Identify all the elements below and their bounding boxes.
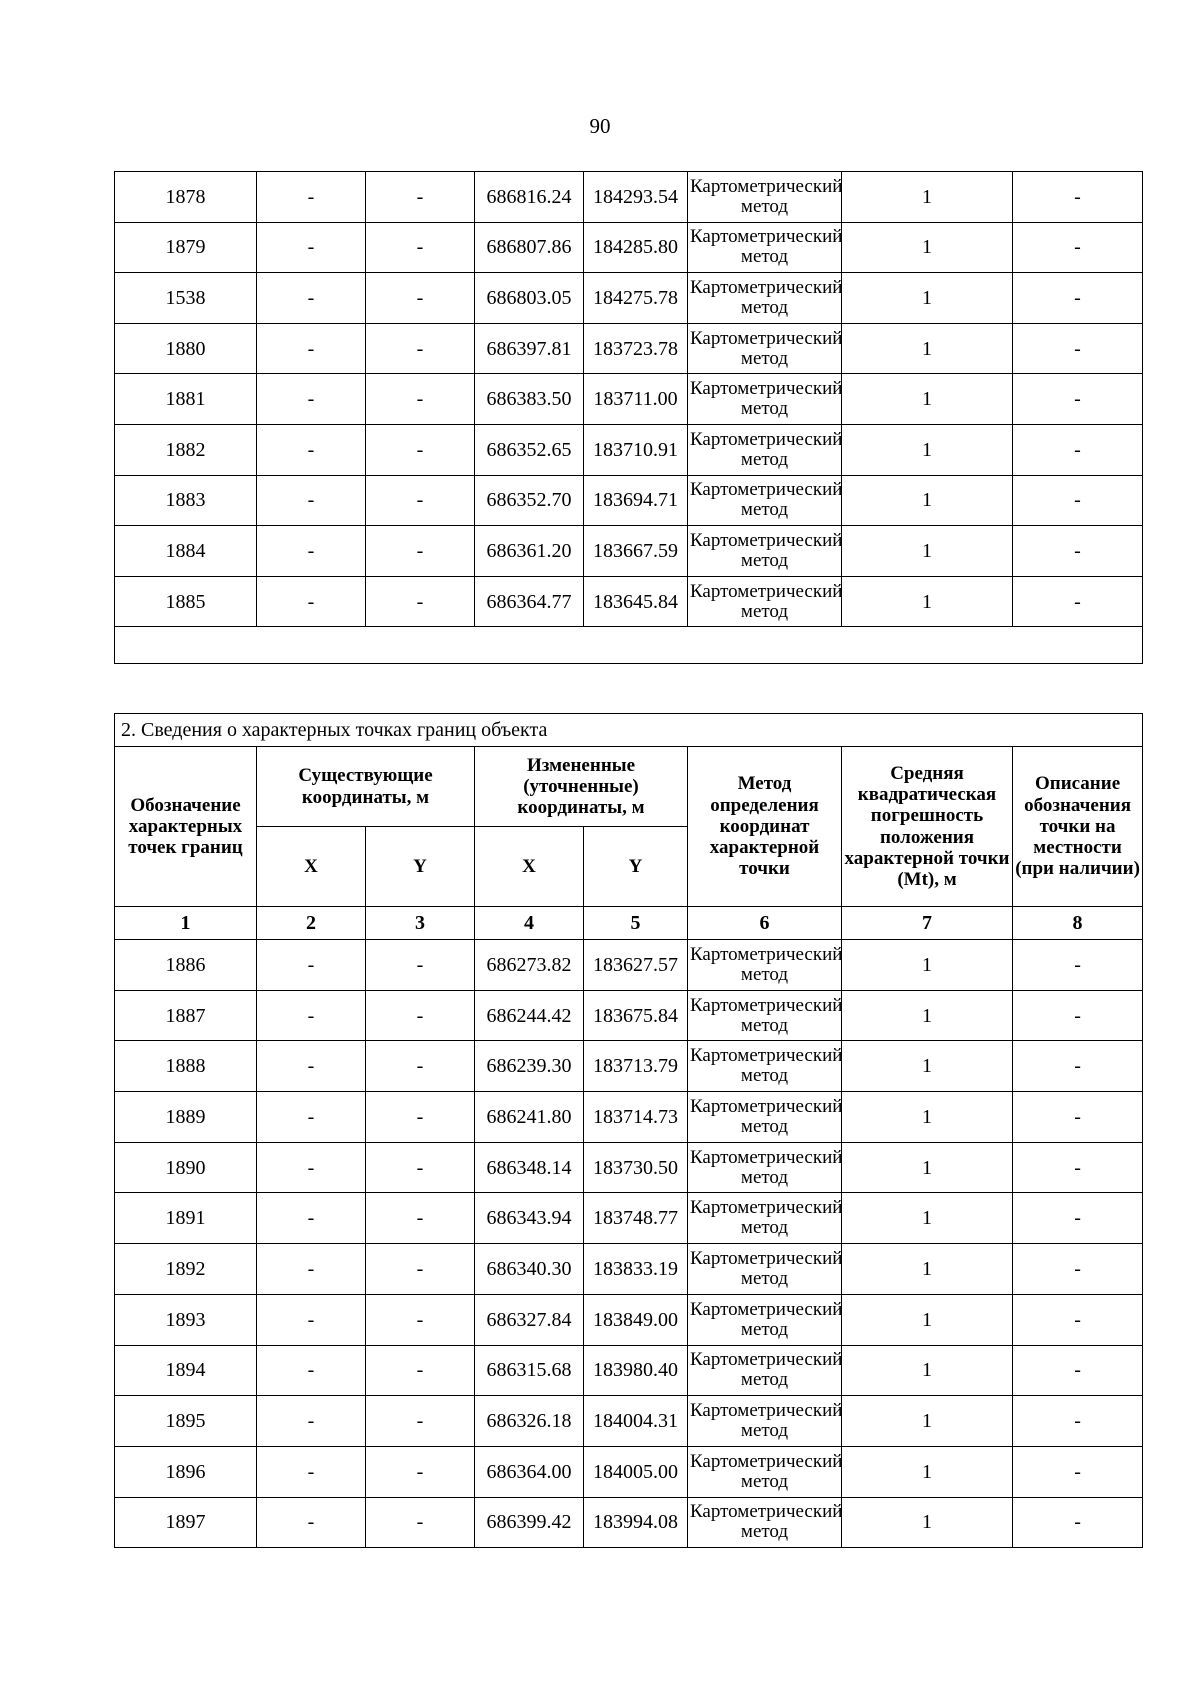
existing-y-cell: - (366, 172, 475, 223)
method-cell: Картометрический метод (688, 172, 842, 223)
existing-x-cell: - (257, 940, 366, 991)
table2-caption-row (115, 714, 1143, 747)
changed-y-cell: 184285.80 (584, 222, 688, 273)
table-row (115, 1396, 1143, 1447)
mean-error-cell: 1 (842, 1497, 1013, 1548)
table-row (115, 1446, 1143, 1497)
column-number: 3 (366, 907, 475, 940)
header-point-description: Описание обозначения точки на местности (при наличии) (1013, 747, 1143, 907)
table-row (115, 576, 1143, 627)
description-cell: - (1013, 526, 1143, 577)
coordinates-table-continued (114, 171, 1143, 664)
page-number: 90 (589, 114, 611, 138)
header-mean-error: Средняя квадратическая погрешность положения характерной точки (Mt), м (842, 747, 1013, 907)
changed-y-cell: 184275.78 (584, 273, 688, 324)
mean-error-cell: 1 (842, 1396, 1013, 1447)
point-cell: 1890 (115, 1142, 257, 1193)
mean-error-cell: 1 (842, 1142, 1013, 1193)
description-cell: - (1013, 940, 1143, 991)
description-cell: - (1013, 475, 1143, 526)
changed-y-cell: 183980.40 (584, 1345, 688, 1396)
method-cell: Картометрический метод (688, 940, 842, 991)
column-number: 6 (688, 907, 842, 940)
changed-x-cell: 686383.50 (475, 374, 584, 425)
changed-x-cell: 686361.20 (475, 526, 584, 577)
point-cell: 1888 (115, 1041, 257, 1092)
method-cell: Картометрический метод (688, 1345, 842, 1396)
existing-x-cell: - (257, 990, 366, 1041)
changed-x-cell: 686327.84 (475, 1294, 584, 1345)
description-cell: - (1013, 273, 1143, 324)
description-cell: - (1013, 1142, 1143, 1193)
existing-y-cell: - (366, 222, 475, 273)
point-cell: 1882 (115, 424, 257, 475)
changed-y-cell: 183849.00 (584, 1294, 688, 1345)
changed-x-cell: 686244.42 (475, 990, 584, 1041)
mean-error-cell: 1 (842, 323, 1013, 374)
existing-x-cell: - (257, 172, 366, 223)
existing-y-cell: - (366, 1041, 475, 1092)
method-cell: Картометрический метод (688, 1041, 842, 1092)
existing-y-cell: - (366, 576, 475, 627)
mean-error-cell: 1 (842, 374, 1013, 425)
changed-x-cell: 686348.14 (475, 1142, 584, 1193)
changed-y-cell: 183723.78 (584, 323, 688, 374)
method-cell: Картометрический метод (688, 1244, 842, 1295)
description-cell: - (1013, 172, 1143, 223)
changed-x-cell: 686803.05 (475, 273, 584, 324)
changed-x-cell: 686399.42 (475, 1497, 584, 1548)
point-cell: 1886 (115, 940, 257, 991)
changed-y-cell: 183645.84 (584, 576, 688, 627)
table-row (115, 990, 1143, 1041)
changed-x-cell: 686340.30 (475, 1244, 584, 1295)
changed-x-cell: 686397.81 (475, 323, 584, 374)
point-cell: 1883 (115, 475, 257, 526)
point-cell: 1887 (115, 990, 257, 1041)
point-cell: 1880 (115, 323, 257, 374)
point-cell: 1894 (115, 1345, 257, 1396)
changed-y-cell: 184005.00 (584, 1446, 688, 1497)
table-row (115, 273, 1143, 324)
existing-x-cell: - (257, 222, 366, 273)
description-cell: - (1013, 424, 1143, 475)
mean-error-cell: 1 (842, 222, 1013, 273)
column-number: 5 (584, 907, 688, 940)
empty-cell (115, 627, 1143, 664)
description-cell: - (1013, 990, 1143, 1041)
changed-y-cell: 183675.84 (584, 990, 688, 1041)
changed-x-cell: 686239.30 (475, 1041, 584, 1092)
existing-y-cell: - (366, 1193, 475, 1244)
mean-error-cell: 1 (842, 990, 1013, 1041)
changed-x-cell: 686364.77 (475, 576, 584, 627)
table-row (115, 1244, 1143, 1295)
method-cell: Картометрический метод (688, 1497, 842, 1548)
method-cell: Картометрический метод (688, 990, 842, 1041)
existing-y-cell: - (366, 1294, 475, 1345)
method-cell: Картометрический метод (688, 526, 842, 577)
point-cell: 1896 (115, 1446, 257, 1497)
header-changed-x: X (475, 827, 584, 907)
point-cell: 1895 (115, 1396, 257, 1447)
changed-x-cell: 686273.82 (475, 940, 584, 991)
description-cell: - (1013, 1193, 1143, 1244)
description-cell: - (1013, 1092, 1143, 1143)
table-row (115, 940, 1143, 991)
mean-error-cell: 1 (842, 1294, 1013, 1345)
table-row (115, 374, 1143, 425)
description-cell: - (1013, 1345, 1143, 1396)
point-cell: 1892 (115, 1244, 257, 1295)
changed-x-cell: 686241.80 (475, 1092, 584, 1143)
mean-error-cell: 1 (842, 1345, 1013, 1396)
mean-error-cell: 1 (842, 172, 1013, 223)
table-row (115, 1497, 1143, 1548)
existing-x-cell: - (257, 323, 366, 374)
changed-y-cell: 183627.57 (584, 940, 688, 991)
existing-x-cell: - (257, 1244, 366, 1295)
point-cell: 1884 (115, 526, 257, 577)
existing-y-cell: - (366, 1446, 475, 1497)
mean-error-cell: 1 (842, 424, 1013, 475)
changed-y-cell: 183711.00 (584, 374, 688, 425)
description-cell: - (1013, 1497, 1143, 1548)
existing-x-cell: - (257, 374, 366, 425)
existing-x-cell: - (257, 1142, 366, 1193)
description-cell: - (1013, 576, 1143, 627)
point-cell: 1878 (115, 172, 257, 223)
mean-error-cell: 1 (842, 1193, 1013, 1244)
changed-y-cell: 183710.91 (584, 424, 688, 475)
existing-y-cell: - (366, 374, 475, 425)
table-row (115, 1345, 1143, 1396)
header-changed-coordinates: Измененные (уточненные) координаты, м (475, 747, 688, 827)
table-row (115, 424, 1143, 475)
method-cell: Картометрический метод (688, 1446, 842, 1497)
table-row (115, 526, 1143, 577)
description-cell: - (1013, 1446, 1143, 1497)
existing-x-cell: - (257, 273, 366, 324)
table-row (115, 475, 1143, 526)
method-cell: Картометрический метод (688, 323, 842, 374)
existing-y-cell: - (366, 1092, 475, 1143)
table-row (115, 1294, 1143, 1345)
existing-y-cell: - (366, 990, 475, 1041)
existing-x-cell: - (257, 424, 366, 475)
method-cell: Картометрический метод (688, 1396, 842, 1447)
existing-x-cell: - (257, 1041, 366, 1092)
description-cell: - (1013, 222, 1143, 273)
changed-y-cell: 183994.08 (584, 1497, 688, 1548)
description-cell: - (1013, 323, 1143, 374)
changed-x-cell: 686807.86 (475, 222, 584, 273)
table1-empty-row (115, 627, 1143, 664)
boundary-points-table (114, 713, 1143, 1548)
changed-y-cell: 183714.73 (584, 1092, 688, 1143)
table-row (115, 323, 1143, 374)
changed-y-cell: 183667.59 (584, 526, 688, 577)
point-cell: 1891 (115, 1193, 257, 1244)
changed-y-cell: 183713.79 (584, 1041, 688, 1092)
table-row (115, 1092, 1143, 1143)
existing-x-cell: - (257, 576, 366, 627)
method-cell: Картометрический метод (688, 1092, 842, 1143)
method-cell: Картометрический метод (688, 1294, 842, 1345)
changed-x-cell: 686364.00 (475, 1446, 584, 1497)
table-row (115, 222, 1143, 273)
header-existing-coordinates: Существующие координаты, м (257, 747, 475, 827)
description-cell: - (1013, 1294, 1143, 1345)
existing-y-cell: - (366, 1142, 475, 1193)
changed-y-cell: 184293.54 (584, 172, 688, 223)
point-cell: 1879 (115, 222, 257, 273)
column-number: 2 (257, 907, 366, 940)
table-row (115, 1041, 1143, 1092)
method-cell: Картометрический метод (688, 475, 842, 526)
point-cell: 1881 (115, 374, 257, 425)
mean-error-cell: 1 (842, 273, 1013, 324)
existing-y-cell: - (366, 323, 475, 374)
mean-error-cell: 1 (842, 576, 1013, 627)
changed-y-cell: 183694.71 (584, 475, 688, 526)
existing-y-cell: - (366, 1345, 475, 1396)
existing-x-cell: - (257, 1345, 366, 1396)
header-point-designation: Обозначение характерных точек границ (115, 747, 257, 907)
point-cell: 1897 (115, 1497, 257, 1548)
existing-x-cell: - (257, 1193, 366, 1244)
column-number: 4 (475, 907, 584, 940)
existing-x-cell: - (257, 1092, 366, 1143)
existing-x-cell: - (257, 1497, 366, 1548)
header-existing-y: Y (366, 827, 475, 907)
table-row (115, 1142, 1143, 1193)
existing-x-cell: - (257, 1446, 366, 1497)
changed-y-cell: 183730.50 (584, 1142, 688, 1193)
mean-error-cell: 1 (842, 475, 1013, 526)
changed-x-cell: 686343.94 (475, 1193, 584, 1244)
existing-y-cell: - (366, 273, 475, 324)
table2-body (115, 940, 1143, 1548)
description-cell: - (1013, 1396, 1143, 1447)
method-cell: Картометрический метод (688, 576, 842, 627)
mean-error-cell: 1 (842, 940, 1013, 991)
existing-y-cell: - (366, 940, 475, 991)
method-cell: Картометрический метод (688, 222, 842, 273)
column-number: 1 (115, 907, 257, 940)
existing-y-cell: - (366, 1244, 475, 1295)
method-cell: Картометрический метод (688, 273, 842, 324)
mean-error-cell: 1 (842, 1041, 1013, 1092)
point-cell: 1889 (115, 1092, 257, 1143)
changed-x-cell: 686816.24 (475, 172, 584, 223)
header-existing-x: X (257, 827, 366, 907)
table-caption: 2. Сведения о характерных точках границ объекта (115, 714, 1143, 747)
mean-error-cell: 1 (842, 526, 1013, 577)
method-cell: Картометрический метод (688, 1193, 842, 1244)
changed-y-cell: 184004.31 (584, 1396, 688, 1447)
mean-error-cell: 1 (842, 1244, 1013, 1295)
existing-y-cell: - (366, 1396, 475, 1447)
description-cell: - (1013, 374, 1143, 425)
header-method: Метод определения координат характерной точки (688, 747, 842, 907)
existing-y-cell: - (366, 475, 475, 526)
table-row (115, 1193, 1143, 1244)
existing-x-cell: - (257, 526, 366, 577)
method-cell: Картометрический метод (688, 1142, 842, 1193)
existing-x-cell: - (257, 1396, 366, 1447)
existing-x-cell: - (257, 475, 366, 526)
changed-x-cell: 686352.65 (475, 424, 584, 475)
method-cell: Картометрический метод (688, 424, 842, 475)
mean-error-cell: 1 (842, 1092, 1013, 1143)
existing-y-cell: - (366, 526, 475, 577)
mean-error-cell: 1 (842, 1446, 1013, 1497)
column-number: 8 (1013, 907, 1143, 940)
description-cell: - (1013, 1041, 1143, 1092)
method-cell: Картометрический метод (688, 374, 842, 425)
description-cell: - (1013, 1244, 1143, 1295)
changed-x-cell: 686315.68 (475, 1345, 584, 1396)
existing-y-cell: - (366, 1497, 475, 1548)
existing-y-cell: - (366, 424, 475, 475)
column-number-row (115, 907, 1143, 940)
changed-x-cell: 686326.18 (475, 1396, 584, 1447)
column-number: 7 (842, 907, 1013, 940)
existing-x-cell: - (257, 1294, 366, 1345)
changed-y-cell: 183833.19 (584, 1244, 688, 1295)
changed-x-cell: 686352.70 (475, 475, 584, 526)
table-row (115, 172, 1143, 223)
point-cell: 1885 (115, 576, 257, 627)
header-row-main (115, 747, 1143, 827)
table1-body (115, 172, 1143, 627)
changed-y-cell: 183748.77 (584, 1193, 688, 1244)
header-changed-y: Y (584, 827, 688, 907)
point-cell: 1538 (115, 273, 257, 324)
point-cell: 1893 (115, 1294, 257, 1345)
